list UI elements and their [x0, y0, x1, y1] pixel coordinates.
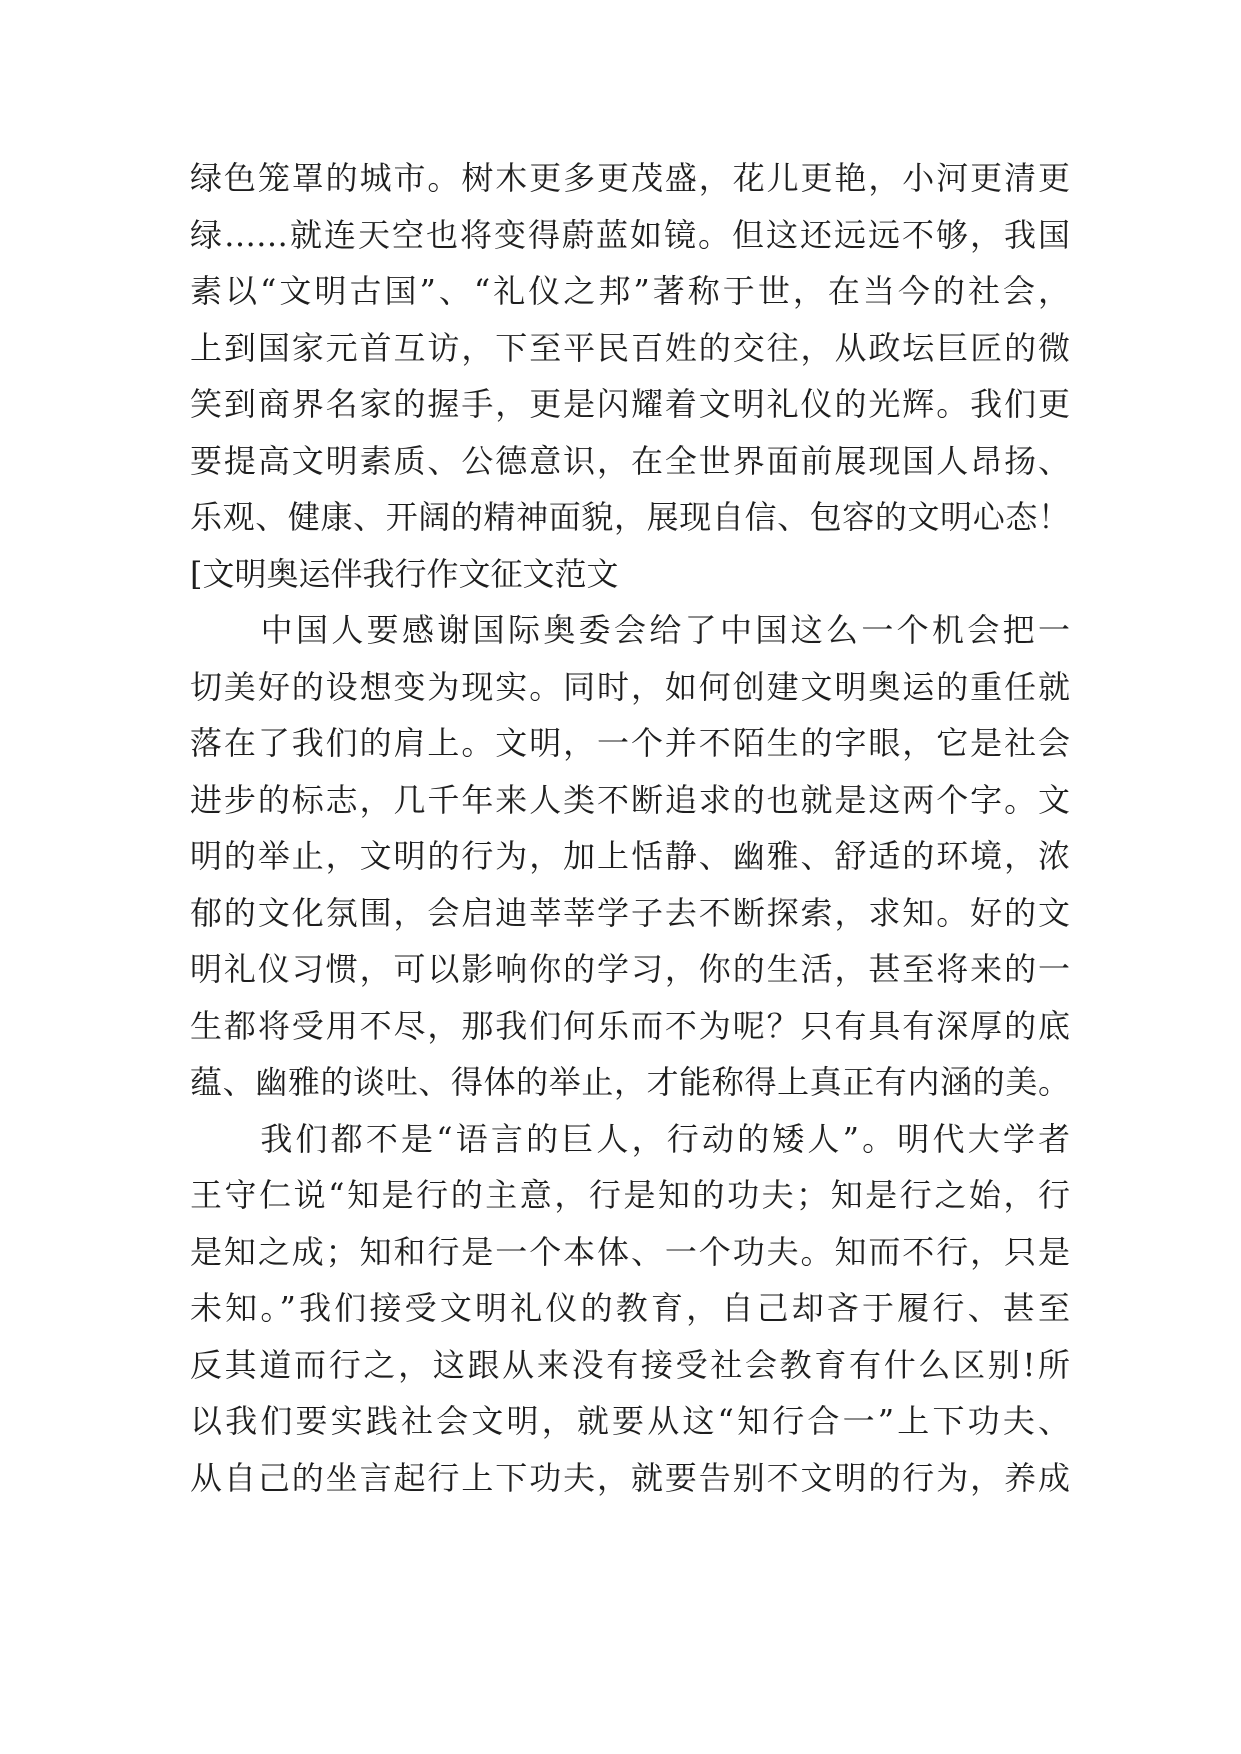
text-line: 进步的标志，几千年来人类不断追求的也就是这两个字。文	[190, 780, 1070, 819]
text-line: 上到国家元首互访，下至平民百姓的交往，从政坛巨匠的微	[190, 328, 1070, 367]
body-text	[190, 150, 1070, 1506]
text-line: 落在了我们的肩上。文明，一个并不陌生的字眼，它是社会	[190, 724, 1070, 762]
text-line: 是知之成；知和行是一个本体、一个功夫。知而不行，只是	[190, 1232, 1070, 1271]
text-line: 蕴、幽雅的谈吐、得体的举止，才能称得上真正有内涵的美。	[190, 1063, 1070, 1101]
text-line: 明的举止，文明的行为，加上恬静、幽雅、舒适的环境，浓	[190, 837, 1070, 875]
text-line: 笑到商界名家的握手，更是闪耀着文明礼仪的光辉。我们更	[190, 385, 1070, 423]
text-line: 我们都不是“语言的巨人，行动的矮人”。明代大学者	[190, 1119, 1070, 1158]
text-line: 中国人要感谢国际奥委会给了中国这么一个机会把一	[190, 611, 1070, 649]
text-line: 明礼仪习惯，可以影响你的学习，你的生活，甚至将来的一	[190, 950, 1070, 988]
text-line: 乐观、健康、开阔的精神面貌，展现自信、包容的文明心态！	[190, 498, 1070, 536]
text-line: 生都将受用不尽，那我们何乐而不为呢？只有具有深厚的底	[190, 1006, 1070, 1045]
text-line: 绿……就连天空也将变得蔚蓝如镜。但这还远远不够，我国	[190, 215, 1070, 254]
text-line: 王守仁说“知是行的主意，行是知的功夫；知是行之始，行	[190, 1176, 1070, 1214]
text-line: 绿色笼罩的城市。树木更多更茂盛，花儿更艳，小河更清更	[190, 159, 1070, 197]
text-line: 反其道而行之，这跟从来没有接受社会教育有什么区别!所	[190, 1345, 1070, 1384]
text-line: 素以“文明古国”、“礼仪之邦”著称于世，在当今的社会，	[190, 272, 1070, 310]
text-line: 郁的文化氛围，会启迪莘莘学子去不断探索，求知。好的文	[190, 893, 1070, 932]
text-line: 未知。”我们接受文明礼仪的教育，自己却吝于履行、甚至	[190, 1289, 1070, 1327]
text-line: 从自己的坐言起行上下功夫，就要告别不文明的行为，养成	[190, 1458, 1070, 1497]
section-heading: [文明奥运伴我行作文征文范文	[190, 554, 619, 593]
text-line: 切美好的设想变为现实。同时，如何创建文明奥运的重任就	[190, 667, 1070, 706]
text-line: 以我们要实践社会文明，就要从这“知行合一”上下功夫、	[190, 1402, 1070, 1440]
text-line: 要提高文明素质、公德意识，在全世界面前展现国人昂扬、	[190, 441, 1070, 480]
